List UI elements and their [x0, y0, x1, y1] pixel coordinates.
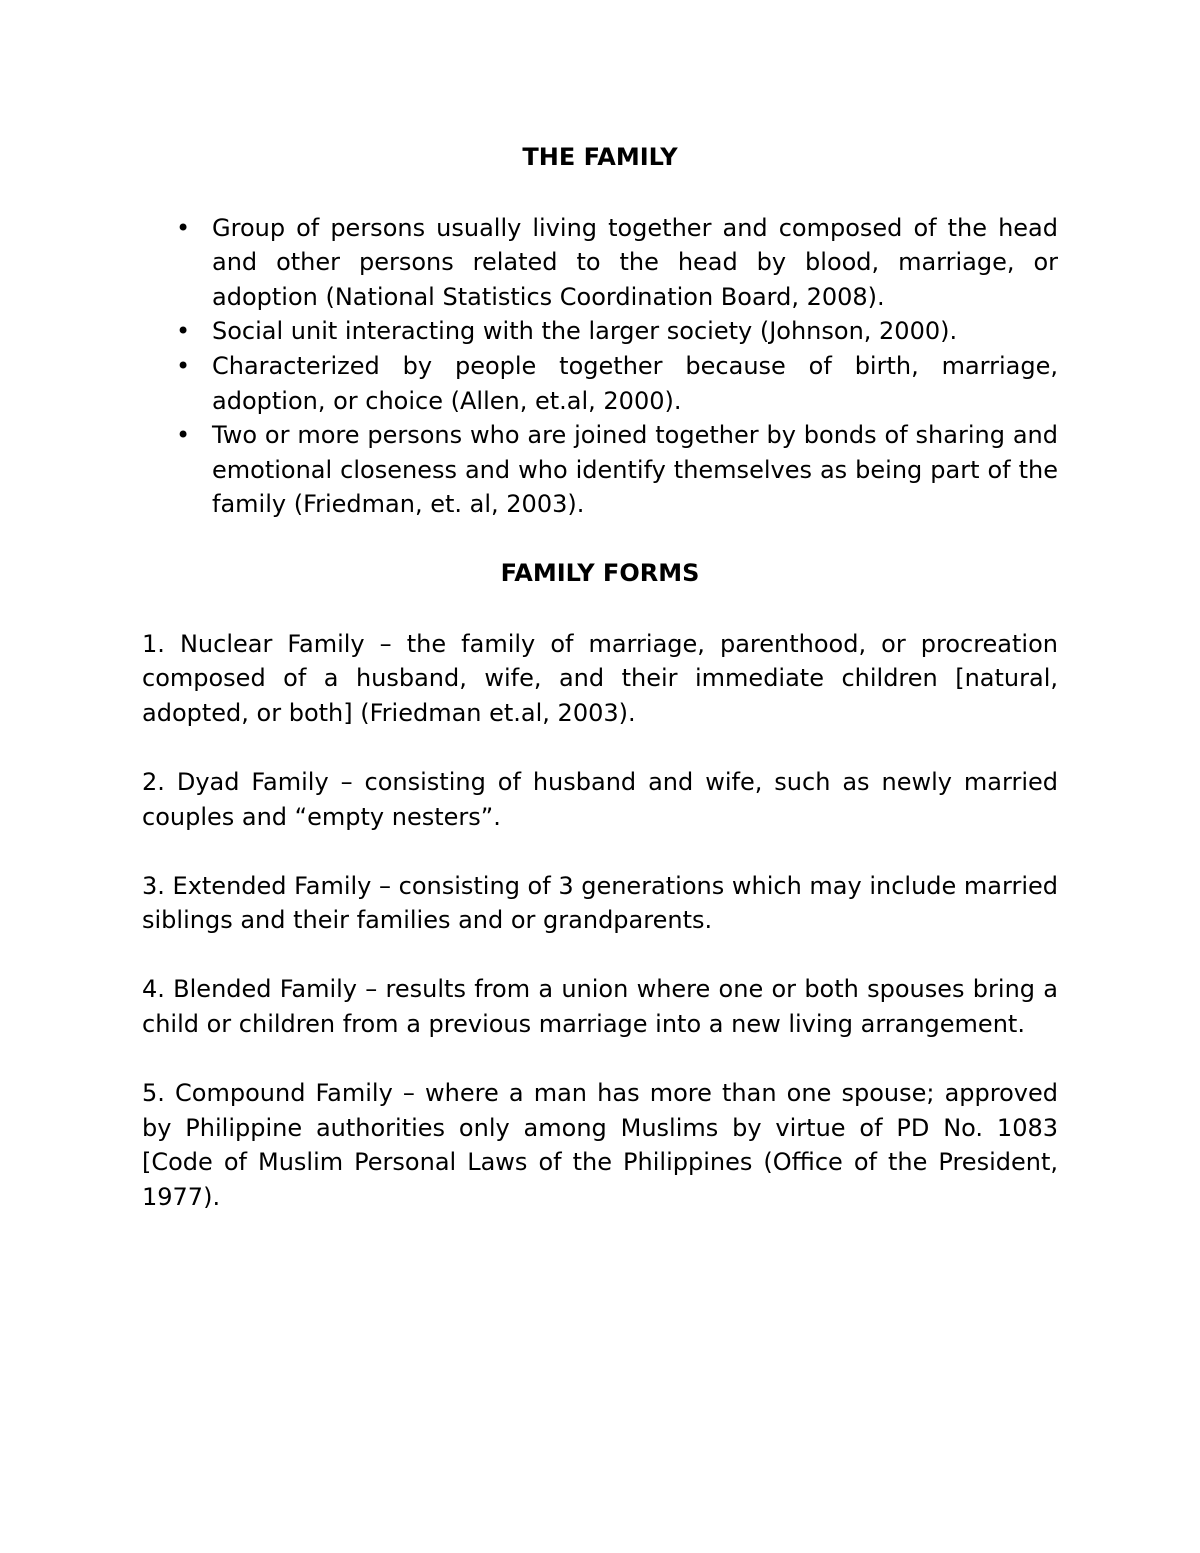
- family-form-item: 3. Extended Family – consisting of 3 generations which may include married siblings and their families and or grandparents.: [142, 871, 1058, 935]
- definition-item: [142, 314, 1058, 349]
- page-title: THE FAMILY: [522, 143, 678, 171]
- definition-list: [142, 211, 1058, 522]
- bullet-icon: •: [176, 421, 191, 450]
- definition-text: Two or more persons who are joined together by bonds of sharing and emotional closeness and who identify themselves as being part of the family (Friedman, et. al, 2003).: [212, 421, 1058, 519]
- definition-item: [142, 211, 1058, 315]
- document-page: [142, 140, 1058, 1249]
- family-form-item: 4. Blended Family – results from a union where one or both spouses bring a child or children from a previous marriage into a new living arrangement.: [142, 975, 1058, 1039]
- definition-text: Characterized by people together because of birth, marriage, adoption, or choice (Allen, et.al, 2000).: [212, 351, 1058, 415]
- family-form-item: 1. Nuclear Family – the family of marriage, parenthood, or procreation composed of a husband, wife, and their immediate children [natural, adopted, or both] (Friedman et.al, 2003).: [142, 629, 1058, 727]
- definition-text: Social unit interacting with the larger society (Johnson, 2000).: [212, 317, 958, 346]
- section-heading: FAMILY FORMS: [500, 558, 700, 587]
- bullet-icon: •: [176, 213, 191, 242]
- bullet-icon: •: [176, 317, 191, 346]
- definition-item: [142, 418, 1058, 522]
- definition-text: Group of persons usually living together and composed of the head and other persons related to the head by blood, marriage, or adoption (National Statistics Coordination Board, 2008).: [212, 213, 1058, 311]
- definition-item: [142, 349, 1058, 418]
- family-form-item: 5. Compound Family – where a man has more than one spouse; approved by Philippine authorities only among Muslims by virtue of PD No. 1083 [Code of Muslim Personal Laws of the Philippines (Office of the President, 1977).: [142, 1079, 1058, 1212]
- bullet-icon: •: [176, 351, 191, 380]
- family-form-item: 2. Dyad Family – consisting of husband and wife, such as newly married couples and “empty nesters”.: [142, 767, 1058, 831]
